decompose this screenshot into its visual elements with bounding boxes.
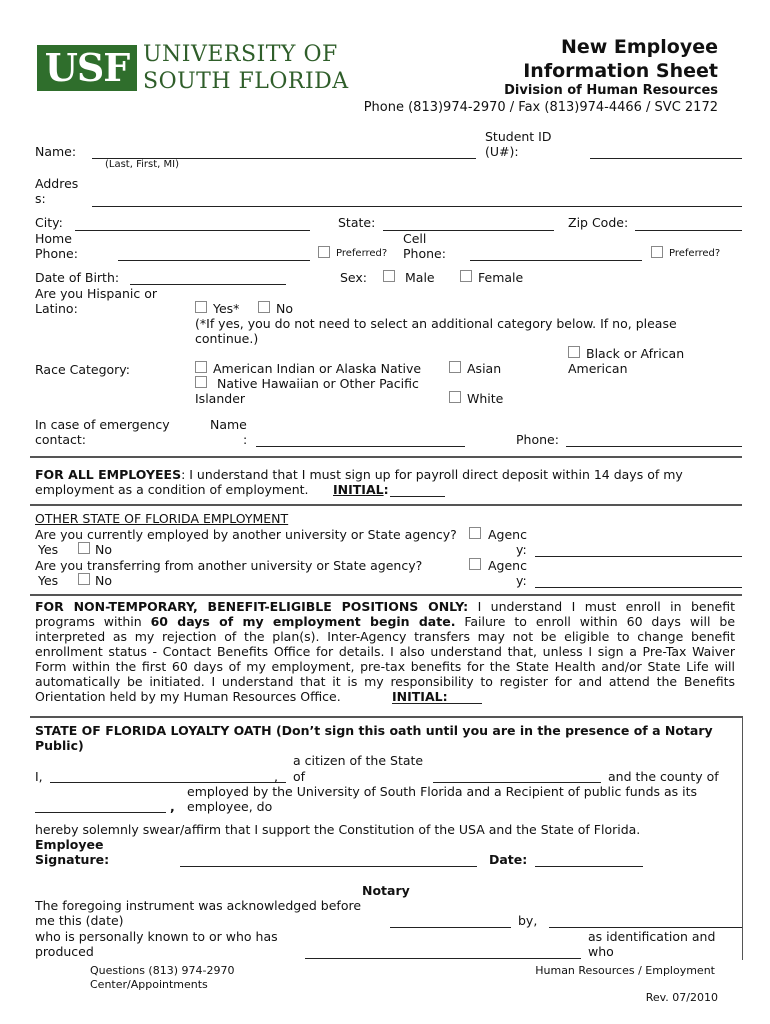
oath-citizen-1: a citizen of the State — [293, 753, 424, 768]
date-field[interactable] — [535, 866, 643, 867]
oath-heading-1: STATE OF FLORIDA LOYALTY OATH (Don’t sign this oath until you are in the presence of a Notary — [35, 723, 713, 738]
oath-name-field[interactable] — [50, 782, 286, 783]
benefits-line-2: programs within 60 days of my employment begin date. Failure to enroll within 60 days will be — [35, 614, 736, 629]
q1-agency-label-2: y: — [516, 542, 527, 557]
female-checkbox[interactable] — [460, 270, 472, 282]
section-divider — [30, 456, 742, 458]
student-id-field[interactable] — [590, 158, 742, 159]
zip-field[interactable] — [635, 230, 742, 231]
hispanic-yes-label: Yes* — [213, 301, 240, 316]
oath-county-label: and the county of — [608, 769, 719, 784]
notary-date-field[interactable] — [390, 927, 511, 928]
address-label-2: s: — [35, 191, 46, 206]
cell-phone-label-1: Cell — [403, 231, 427, 246]
oath-comma: , — [274, 769, 278, 784]
emergency-label-2: contact: — [35, 432, 86, 447]
dob-field[interactable] — [130, 284, 286, 285]
footer-revision: Rev. 07/2010 — [645, 991, 718, 1004]
cell-phone-label-2: Phone: — [403, 246, 446, 261]
section-divider — [30, 504, 742, 506]
benefits-line-6: automatically be initiated. I understand that it is my responsibility to register for and attend the Benefits — [35, 674, 735, 689]
logo-line-1: UNIVERSITY OF — [143, 42, 338, 67]
oath-county-field[interactable] — [35, 812, 166, 813]
hispanic-label-1: Are you Hispanic or — [35, 286, 158, 301]
dob-label: Date of Birth: — [35, 270, 120, 285]
box-border — [742, 716, 743, 960]
emergency-name-label-2: : — [243, 432, 248, 447]
race-asian-checkbox[interactable] — [449, 361, 461, 373]
cell-preferred-checkbox[interactable] — [651, 246, 663, 258]
benefits-initial-label: INITIAL: — [392, 689, 448, 704]
signature-field[interactable] — [180, 866, 477, 867]
hr-contact: Phone (813)974-2970 / Fax (813)974-4466 / SVC 2172 — [363, 100, 718, 115]
hispanic-no-checkbox[interactable] — [258, 301, 270, 313]
notary-ident-1: as identification and — [588, 929, 716, 944]
female-label: Female — [478, 270, 524, 285]
q2-yes-label: Yes — [38, 573, 59, 588]
home-phone-label-1: Home — [35, 231, 72, 246]
payroll-statement-2: employment as a condition of employment. — [35, 482, 309, 497]
address-field[interactable] — [92, 206, 742, 207]
q1-agency-label-1: Agenc — [488, 527, 527, 542]
q2-yes-checkbox[interactable] — [78, 573, 90, 585]
benefits-line-4: enrollment status - Contact Benefits Office for details. I also understand that, unless I sign a Pre-Tax Waiver — [35, 644, 735, 659]
q2-no-label: No — [95, 573, 112, 588]
q1-no-label: No — [95, 542, 112, 557]
notary-heading: Notary — [362, 883, 410, 898]
oath-state-field[interactable] — [433, 782, 601, 783]
student-id-label-2: (U#): — [485, 144, 519, 159]
other-employment-heading: OTHER STATE OF FLORIDA EMPLOYMENT — [35, 511, 289, 526]
oath-i-label: I, — [35, 769, 43, 784]
benefits-line-7: Orientation held by my Human Resources Office. — [35, 689, 341, 704]
race-black-checkbox[interactable] — [568, 346, 580, 358]
home-preferred-checkbox[interactable] — [318, 246, 330, 258]
home-phone-field[interactable] — [118, 260, 310, 261]
notary-line-3: who is personally known to or who has — [35, 929, 278, 944]
q2-agency-field[interactable] — [535, 587, 742, 588]
benefits-initial-field[interactable] — [392, 703, 482, 704]
male-label: Male — [405, 270, 435, 285]
male-checkbox[interactable] — [383, 270, 395, 282]
hispanic-yes-checkbox[interactable] — [195, 301, 207, 313]
logo-line-2: SOUTH FLORIDA — [143, 69, 349, 94]
q2-agency-label-1: Agenc — [488, 558, 527, 573]
notary-line-2: me this (date) — [35, 913, 124, 928]
section-divider — [30, 716, 742, 718]
emergency-name-field[interactable] — [256, 446, 465, 447]
cell-phone-field[interactable] — [470, 260, 642, 261]
usf-logo-mark: USF — [37, 45, 137, 91]
q1-agency-field[interactable] — [535, 556, 742, 557]
notary-line-4: produced — [35, 944, 94, 959]
race-black-label-1: Black or African — [586, 346, 685, 361]
emergency-label-1: In case of emergency — [35, 417, 170, 432]
city-field[interactable] — [75, 230, 310, 231]
oath-swear: hereby solemnly swear/affirm that I support the Constitution of the USA and the State of Florida. — [35, 822, 641, 837]
city-label: City: — [35, 215, 63, 230]
footer-department: Human Resources / Employment — [535, 964, 715, 977]
signature-label-1: Employee — [35, 837, 104, 852]
race-american-indian-label: American Indian or Alaska Native — [213, 361, 422, 376]
emergency-phone-field[interactable] — [566, 446, 742, 447]
oath-employed-1: employed by the University of South Florida and a Recipient of public funds as its — [187, 784, 698, 799]
oath-citizen-2: of — [293, 769, 306, 784]
hispanic-no-label: No — [276, 301, 293, 316]
section-divider — [30, 594, 742, 596]
race-white-checkbox[interactable] — [449, 391, 461, 403]
notary-by-label: by, — [518, 913, 538, 928]
oath-comma-2: , — [170, 799, 175, 814]
payroll-initial-label: INITIAL: — [333, 482, 389, 497]
signature-label-2: Signature: — [35, 852, 110, 867]
race-american-indian-checkbox[interactable] — [195, 361, 207, 373]
emergency-name-label-1: Name — [210, 417, 247, 432]
page-title-line-2: Information Sheet — [523, 60, 718, 82]
oath-heading-2: Public) — [35, 738, 84, 753]
notary-line-1: The foregoing instrument was acknowledged before — [35, 898, 362, 913]
state-label: State: — [338, 215, 376, 230]
date-label: Date: — [489, 852, 528, 867]
payroll-statement: FOR ALL EMPLOYEES: I understand that I must sign up for payroll direct deposit within 14 days of my — [35, 467, 683, 482]
race-native-hawaiian-label-2: Islander — [195, 391, 246, 406]
sex-label: Sex: — [340, 270, 368, 285]
q2-agency-label-2: y: — [516, 573, 527, 588]
name-hint: (Last, First, MI) — [105, 159, 179, 170]
q1-yes-checkbox[interactable] — [78, 542, 90, 554]
race-black-label-2: American — [568, 361, 628, 376]
oath-employed-2: employee, do — [187, 799, 273, 814]
q1-yes-label: Yes — [38, 542, 59, 557]
zip-label: Zip Code: — [568, 215, 629, 230]
notary-produced-field[interactable] — [305, 958, 581, 959]
footer-questions: Questions (813) 974-2970 — [90, 964, 235, 977]
address-label-1: Addres — [35, 176, 79, 191]
home-preferred-label: Preferred? — [336, 248, 388, 259]
name-label: Name: — [35, 144, 77, 159]
race-white-label: White — [467, 391, 504, 406]
student-id-label-1: Student ID — [485, 129, 552, 144]
q1-no-checkbox[interactable] — [469, 527, 481, 539]
other-employment-q1: Are you currently employed by another university or State agency? — [35, 527, 457, 542]
footer-center: Center/Appointments — [90, 978, 208, 991]
race-asian-label: Asian — [467, 361, 502, 376]
hispanic-note-2: continue.) — [195, 331, 259, 346]
home-phone-label-2: Phone: — [35, 246, 78, 261]
notary-ident-2: who — [588, 944, 614, 959]
division-name: Division of Human Resources — [504, 83, 718, 98]
benefits-line-5: Form within the first 60 days of my employment, pre-tax benefits for the State Health and/or State Life will — [35, 659, 735, 674]
race-native-hawaiian-label-1: Native Hawaiian or Other Pacific — [217, 376, 419, 391]
hispanic-label-2: Latino: — [35, 301, 78, 316]
page-title-line-1: New Employee — [560, 36, 718, 58]
race-native-hawaiian-checkbox[interactable] — [195, 376, 207, 388]
notary-by-field[interactable] — [549, 927, 742, 928]
race-label: Race Category: — [35, 362, 131, 377]
hispanic-note-1: (*If yes, you do not need to select an additional category below. If no, please — [195, 316, 677, 331]
emergency-phone-label: Phone: — [516, 432, 559, 447]
q2-no-checkbox[interactable] — [469, 558, 481, 570]
payroll-initial-field[interactable] — [390, 496, 445, 497]
cell-preferred-label: Preferred? — [669, 248, 721, 259]
benefits-line-3: interpreted as my rejection of the plan(s). Inter-Agency transfers may not be eligible to change benefit — [35, 629, 735, 644]
benefits-line-1: FOR NON-TEMPORARY, BENEFIT-ELIGIBLE POSITIONS ONLY: I understand I must enroll in benefit — [35, 599, 735, 614]
other-employment-q2: Are you transferring from another university or State agency? — [35, 558, 423, 573]
